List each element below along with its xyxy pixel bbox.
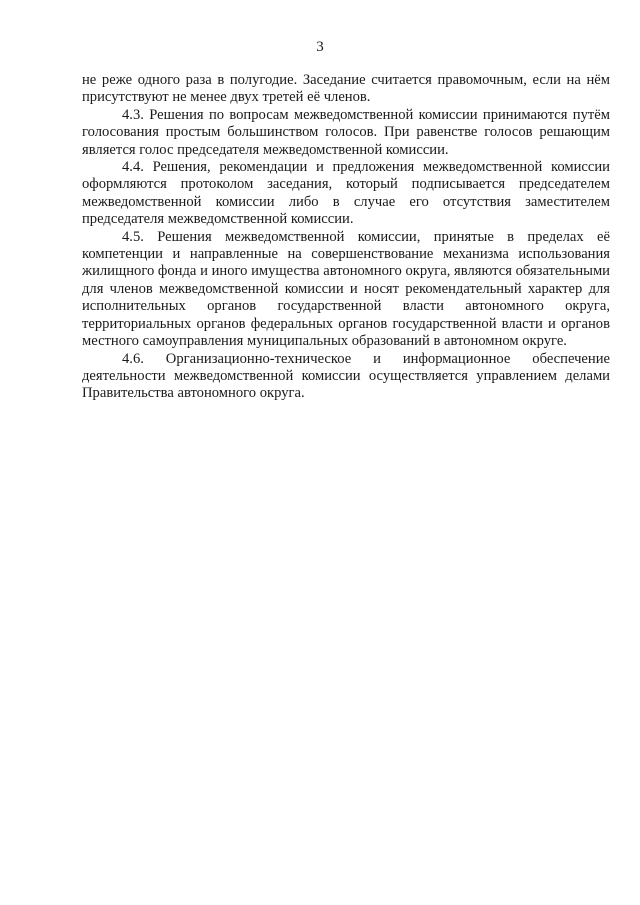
paragraph-4-6: 4.6. Организационно-техническое и информационное обеспечение деятельности межведомственной комиссии осуществляется управлением делами Правительства автономного округа.	[82, 350, 610, 402]
paragraph-4-5: 4.5. Решения межведомственной комиссии, принятые в пределах её компетенции и направленные на совершенствование механизма использования жилищного фонда и иного имущества автономного округа, являются обязательными для членов межведомственной комиссии и носят рекомендательный характер для исполнительных органов государственной власти автономного округа, территориальных органов федеральных органов государственной власти и органов местного самоуправления муниципальных образований в автономном округе.	[82, 228, 610, 350]
page-number: 3	[316, 39, 324, 55]
paragraph-4-4: 4.4. Решения, рекомендации и предложения межведомственной комиссии оформляются протоколом заседания, который подписывается председателем межведомственной комиссии либо в случае его отсутствия заместителем председателя межведомственной комиссии.	[82, 159, 610, 228]
paragraph-continuation: не реже одного раза в полугодие. Заседание считается правомочным, если на нём присутствуют не менее двух третей её членов.	[82, 72, 610, 106]
paragraph-4-3: 4.3. Решения по вопросам межведомственной комиссии принимаются путём голосования простым большинством голосов. При равенстве голосов решающим является голос председателя межведомственной комиссии.	[82, 106, 610, 158]
document-body	[82, 72, 610, 403]
